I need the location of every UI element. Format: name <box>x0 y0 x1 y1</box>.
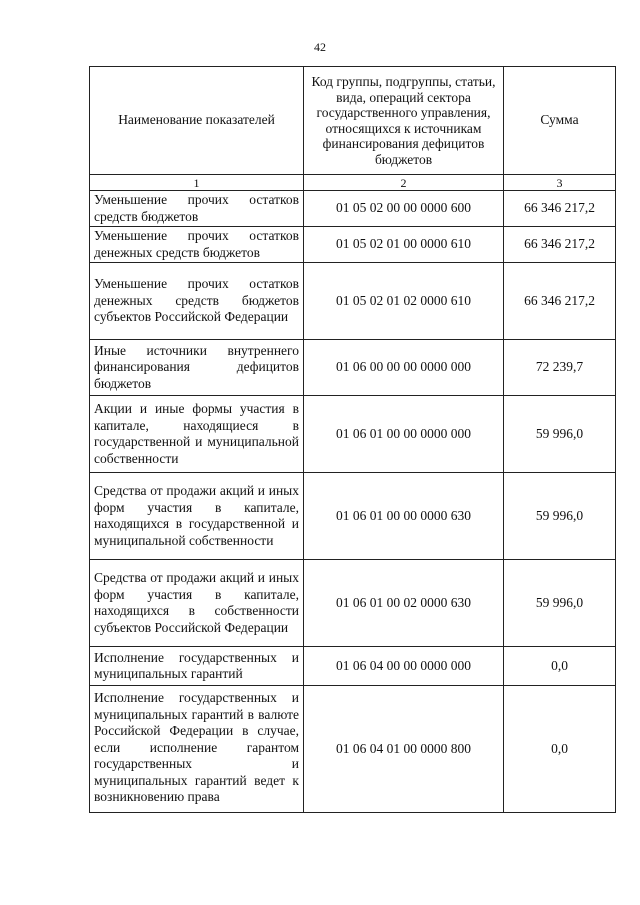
row-code: 01 06 04 01 00 0000 800 <box>304 686 504 813</box>
row-name: Иные источники внутреннего финансирования дефицитов бюджетов <box>90 340 304 396</box>
row-code: 01 06 01 00 02 0000 630 <box>304 560 504 647</box>
table-row <box>90 340 616 396</box>
row-sum: 66 346 217,2 <box>504 227 616 263</box>
table-header-row <box>90 67 616 175</box>
row-sum: 66 346 217,2 <box>504 191 616 227</box>
row-sum: 59 996,0 <box>504 396 616 473</box>
row-sum: 72 239,7 <box>504 340 616 396</box>
column-number-row <box>90 175 616 191</box>
row-name: Исполнение государственных и муниципальных гарантий <box>90 647 304 686</box>
row-code: 01 05 02 00 00 0000 600 <box>304 191 504 227</box>
row-code: 01 06 01 00 00 0000 630 <box>304 473 504 560</box>
row-code: 01 05 02 01 02 0000 610 <box>304 263 504 340</box>
row-name: Уменьшение прочих остатков средств бюджетов <box>90 191 304 227</box>
header-code: Код группы, подгруппы, статьи, вида, операций сектора государственного управления, относящихся к источникам финансирования дефицитов бюджетов <box>304 67 504 175</box>
column-number: 3 <box>504 175 616 191</box>
page-number: 42 <box>314 40 326 54</box>
row-sum: 59 996,0 <box>504 560 616 647</box>
sources-financing-table <box>89 66 616 813</box>
row-name: Уменьшение прочих остатков денежных средств бюджетов субъектов Российской Федерации <box>90 263 304 340</box>
table-row <box>90 686 616 813</box>
table-row <box>90 191 616 227</box>
header-name: Наименование показателей <box>90 67 304 175</box>
row-sum: 0,0 <box>504 686 616 813</box>
table-row <box>90 227 616 263</box>
table-row <box>90 263 616 340</box>
row-name: Средства от продажи акций и иных форм участия в капитале, находящихся в государственной и муниципальной собственности <box>90 473 304 560</box>
row-name: Акции и иные формы участия в капитале, находящиеся в государственной и муниципальной собственности <box>90 396 304 473</box>
row-sum: 0,0 <box>504 647 616 686</box>
row-code: 01 06 04 00 00 0000 000 <box>304 647 504 686</box>
table-row <box>90 473 616 560</box>
row-code: 01 05 02 01 00 0000 610 <box>304 227 504 263</box>
row-code: 01 06 00 00 00 0000 000 <box>304 340 504 396</box>
table-row <box>90 647 616 686</box>
column-number: 2 <box>304 175 504 191</box>
column-number: 1 <box>90 175 304 191</box>
row-name: Исполнение государственных и муниципальных гарантий в валюте Российской Федерации в случае, если исполнение гарантом государственных и муниципальных гарантий ведет к возникновению права <box>90 686 304 813</box>
row-name: Уменьшение прочих остатков денежных средств бюджетов <box>90 227 304 263</box>
row-name: Средства от продажи акций и иных форм участия в капитале, находящихся в собственности субъектов Российской Федерации <box>90 560 304 647</box>
table-row <box>90 396 616 473</box>
header-sum: Сумма <box>504 67 616 175</box>
row-code: 01 06 01 00 00 0000 000 <box>304 396 504 473</box>
table-row <box>90 560 616 647</box>
row-sum: 66 346 217,2 <box>504 263 616 340</box>
row-sum: 59 996,0 <box>504 473 616 560</box>
